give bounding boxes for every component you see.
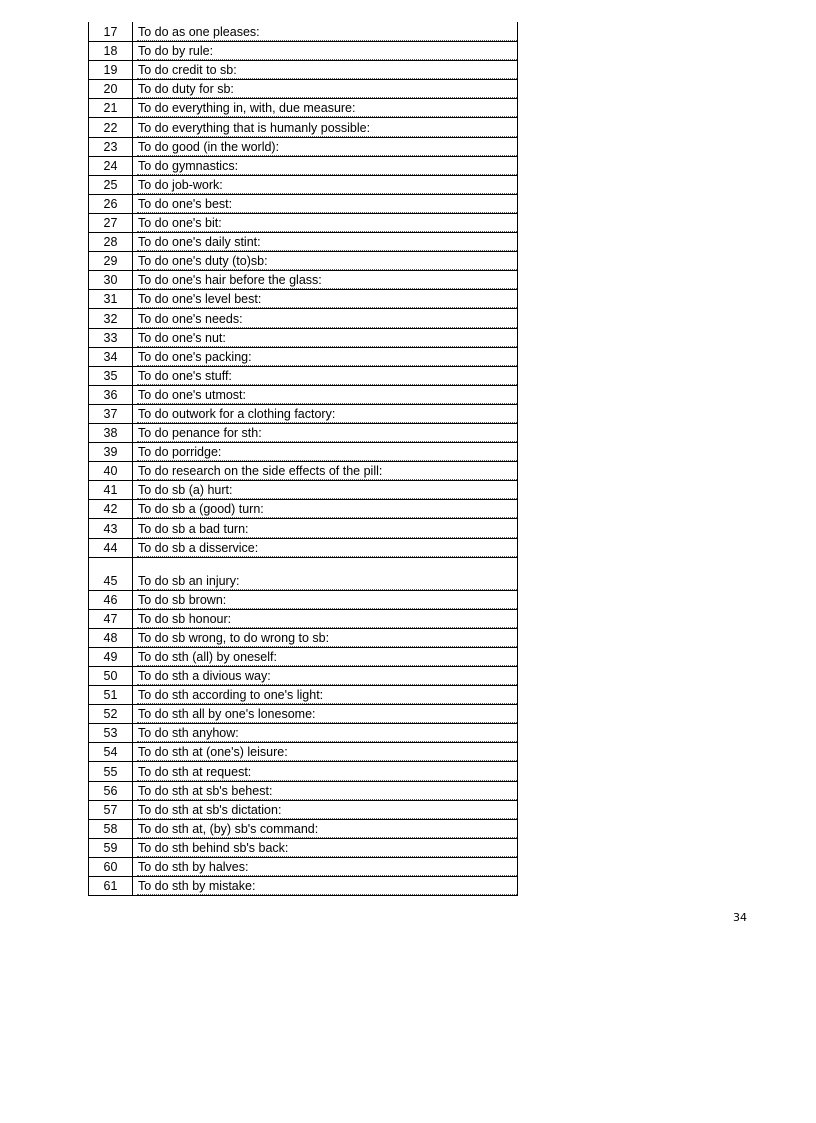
phrase-text: To do gymnastics:: [133, 157, 517, 175]
row-number: 45: [89, 558, 133, 590]
row-number: 35: [89, 367, 133, 385]
phrase-text: To do one's hair before the glass:: [133, 271, 517, 289]
table-row: [89, 137, 517, 156]
row-number: 43: [89, 519, 133, 537]
row-number: 41: [89, 481, 133, 499]
table-row: [89, 117, 517, 136]
table-row: [89, 347, 517, 366]
row-number: 60: [89, 858, 133, 876]
phrase-text: To do sb wrong, to do wrong to sb:: [133, 629, 517, 647]
phrase-text: To do duty for sb:: [133, 80, 517, 98]
row-number: 24: [89, 157, 133, 175]
phrase-text: To do one's best:: [133, 195, 517, 213]
table-row: [89, 366, 517, 385]
phrase-text: To do sth anyhow:: [133, 724, 517, 742]
phrase-text: To do sb a (good) turn:: [133, 500, 517, 518]
table-row: [89, 609, 517, 628]
row-number: 49: [89, 648, 133, 666]
table-row: [89, 232, 517, 251]
table-row: [89, 666, 517, 685]
phrase-text: To do job-work:: [133, 176, 517, 194]
table-row: [89, 538, 517, 557]
row-number: 33: [89, 329, 133, 347]
table-row: [89, 251, 517, 270]
row-number: 38: [89, 424, 133, 442]
phrase-text: To do one's stuff:: [133, 367, 517, 385]
phrase-text: To do sth at, (by) sb's command:: [133, 820, 517, 838]
row-number: 26: [89, 195, 133, 213]
table-row: [89, 647, 517, 666]
phrase-text: To do sth at sb's dictation:: [133, 801, 517, 819]
phrase-text: To do one's daily stint:: [133, 233, 517, 251]
phrase-text: To do sb honour:: [133, 610, 517, 628]
row-number: 61: [89, 877, 133, 895]
table-row: [89, 404, 517, 423]
table-row: [89, 213, 517, 232]
table-row: [89, 857, 517, 876]
row-number: 46: [89, 591, 133, 609]
row-number: 30: [89, 271, 133, 289]
phrase-text: To do one's nut:: [133, 329, 517, 347]
row-number: 47: [89, 610, 133, 628]
row-number: 22: [89, 118, 133, 136]
phrase-table: [88, 22, 518, 896]
row-number: 53: [89, 724, 133, 742]
row-number: 31: [89, 290, 133, 308]
page-number: 34: [733, 911, 747, 924]
table-row: [89, 156, 517, 175]
phrase-text: To do sth at sb's behest:: [133, 782, 517, 800]
table-row: [89, 79, 517, 98]
phrase-text: To do by rule:: [133, 42, 517, 60]
row-number: 50: [89, 667, 133, 685]
table-row: [89, 423, 517, 442]
table-row: [89, 590, 517, 609]
row-number: 58: [89, 820, 133, 838]
row-number: 36: [89, 386, 133, 404]
phrase-text: To do sth at request:: [133, 762, 517, 780]
row-number: 42: [89, 500, 133, 518]
row-number: 55: [89, 762, 133, 780]
phrase-text: To do porridge:: [133, 443, 517, 461]
row-number: 34: [89, 348, 133, 366]
table-row: [89, 557, 517, 590]
row-number: 39: [89, 443, 133, 461]
table-row: [89, 442, 517, 461]
row-number: 54: [89, 743, 133, 761]
row-number: 18: [89, 42, 133, 60]
table-row: [89, 742, 517, 761]
phrase-text: To do sb a bad turn:: [133, 519, 517, 537]
phrase-text: To do one's duty (to)sb:: [133, 252, 517, 270]
phrase-text: To do research on the side effects of the pill:: [133, 462, 517, 480]
row-number: 40: [89, 462, 133, 480]
phrase-text: To do everything that is humanly possible:: [133, 118, 517, 136]
table-row: [89, 22, 517, 41]
table-row: [89, 518, 517, 537]
row-number: 59: [89, 839, 133, 857]
phrase-text: To do outwork for a clothing factory:: [133, 405, 517, 423]
row-number: 56: [89, 782, 133, 800]
phrase-text: To do sth at (one's) leisure:: [133, 743, 517, 761]
table-row: [89, 270, 517, 289]
row-number: 57: [89, 801, 133, 819]
table-row: [89, 781, 517, 800]
phrase-text: To do sth by halves:: [133, 858, 517, 876]
phrase-text: To do everything in, with, due measure:: [133, 99, 517, 117]
table-row: [89, 761, 517, 780]
table-row: [89, 289, 517, 308]
table-row: [89, 60, 517, 79]
table-row: [89, 385, 517, 404]
phrase-text: To do one's utmost:: [133, 386, 517, 404]
phrase-text: To do as one pleases:: [133, 22, 517, 41]
phrase-text: To do sb (a) hurt:: [133, 481, 517, 499]
phrase-text: To do sth according to one's light:: [133, 686, 517, 704]
table-row: [89, 819, 517, 838]
table-row: [89, 723, 517, 742]
table-row: [89, 704, 517, 723]
row-number: 20: [89, 80, 133, 98]
row-number: 51: [89, 686, 133, 704]
row-number: 17: [89, 22, 133, 41]
phrase-text: To do sth behind sb's back:: [133, 839, 517, 857]
table-row: [89, 41, 517, 60]
table-row: [89, 876, 517, 895]
table-row: [89, 328, 517, 347]
row-number: 27: [89, 214, 133, 232]
table-row: [89, 685, 517, 704]
phrase-text: To do credit to sb:: [133, 61, 517, 79]
table-row: [89, 800, 517, 819]
row-number: 32: [89, 309, 133, 327]
table-row: [89, 461, 517, 480]
phrase-text: To do sth a divious way:: [133, 667, 517, 685]
row-number: 52: [89, 705, 133, 723]
row-number: 37: [89, 405, 133, 423]
phrase-text: To do one's level best:: [133, 290, 517, 308]
table-row: [89, 499, 517, 518]
table-row: [89, 628, 517, 647]
table-row: [89, 838, 517, 857]
table-row: [89, 194, 517, 213]
phrase-text: To do sb a disservice:: [133, 539, 517, 557]
phrase-text: To do penance for sth:: [133, 424, 517, 442]
row-number: 23: [89, 138, 133, 156]
table-row: [89, 480, 517, 499]
row-number: 48: [89, 629, 133, 647]
phrase-text: To do sb brown:: [133, 591, 517, 609]
table-row: [89, 175, 517, 194]
table-row: [89, 308, 517, 327]
row-number: 29: [89, 252, 133, 270]
phrase-text: To do good (in the world):: [133, 138, 517, 156]
row-number: 21: [89, 99, 133, 117]
phrase-text: To do sb an injury:: [133, 558, 517, 590]
row-number: 28: [89, 233, 133, 251]
row-number: 44: [89, 539, 133, 557]
phrase-text: To do one's packing:: [133, 348, 517, 366]
phrase-text: To do sth (all) by oneself:: [133, 648, 517, 666]
table-row: [89, 98, 517, 117]
phrase-text: To do sth all by one's lonesome:: [133, 705, 517, 723]
phrase-text: To do one's needs:: [133, 309, 517, 327]
phrase-text: To do sth by mistake:: [133, 877, 517, 895]
row-number: 25: [89, 176, 133, 194]
row-number: 19: [89, 61, 133, 79]
phrase-text: To do one's bit:: [133, 214, 517, 232]
